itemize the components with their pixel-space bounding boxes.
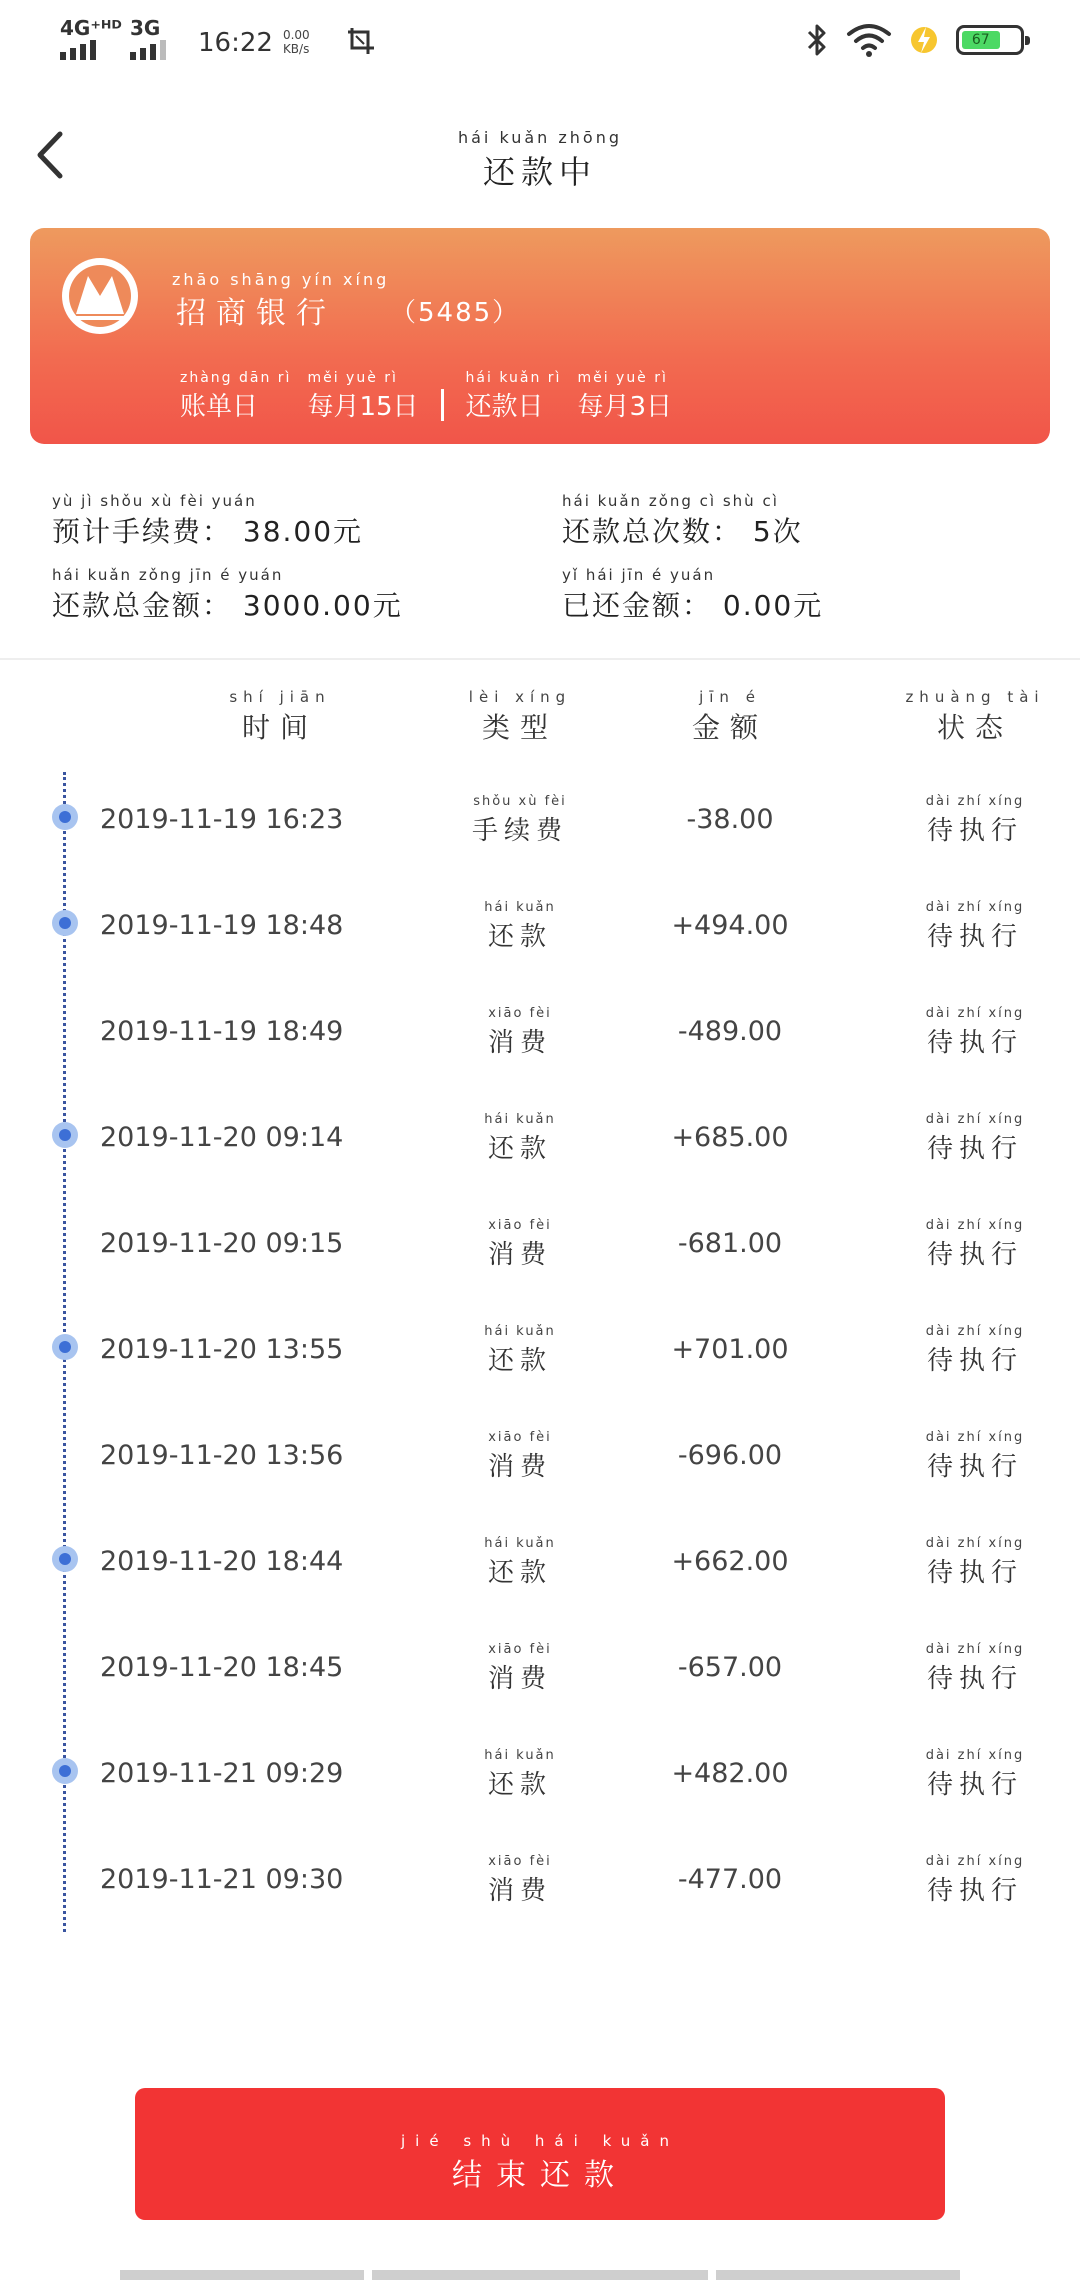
row-status	[880, 1642, 1070, 1695]
nav-bar-segment[interactable]	[716, 2270, 960, 2280]
repay-total-pinyin: hái kuǎn zǒng jīn é yuán	[52, 566, 284, 584]
row-amount: -681.00	[677, 1228, 783, 1259]
row-type-pinyin: xiāo fèi	[488, 1854, 552, 1869]
row-time: 2019-11-20 13:55	[100, 1334, 344, 1365]
row-type	[420, 1324, 620, 1377]
bluetooth-icon	[806, 22, 828, 58]
row-status-label: 待执行	[926, 1664, 1023, 1694]
table-row	[0, 1618, 1080, 1724]
repayment-summary	[0, 480, 1080, 630]
row-time: 2019-11-20 13:56	[100, 1440, 344, 1471]
estimated-fee-value: 预计手续费： 38.00元	[52, 515, 364, 548]
row-status-label: 待执行	[926, 1452, 1023, 1482]
row-status	[880, 1218, 1070, 1271]
row-time: 2019-11-19 18:49	[100, 1016, 344, 1047]
row-amount: +662.00	[671, 1546, 789, 1577]
status-bar	[0, 0, 1080, 80]
row-type	[420, 900, 620, 953]
repay-total-value: 还款总金额： 3000.00元	[52, 589, 403, 622]
table-row	[0, 1512, 1080, 1618]
row-status-pinyin: dài zhí xíng	[925, 1748, 1025, 1763]
row-type-pinyin: xiāo fèi	[488, 1642, 552, 1657]
repay-count	[562, 492, 803, 550]
row-status-label: 待执行	[926, 816, 1023, 846]
row-status-pinyin: dài zhí xíng	[925, 1112, 1025, 1127]
row-amount: -38.00	[686, 804, 774, 835]
signal-4g-icon	[60, 16, 120, 60]
repay-count-pinyin: hái kuǎn zǒng cì shù cì	[562, 492, 779, 510]
timeline-dot-icon	[52, 804, 78, 830]
table-row	[0, 982, 1080, 1088]
bill-day-value-pinyin: měi yuè rì	[307, 370, 398, 386]
clock: 16:22	[198, 28, 273, 58]
row-type	[420, 1536, 620, 1589]
row-type-label: 消费	[487, 1876, 552, 1906]
wifi-icon	[846, 22, 892, 58]
timeline-dot-icon	[52, 1546, 78, 1572]
row-amount: -657.00	[677, 1652, 783, 1683]
end-repayment-button[interactable]	[135, 2088, 945, 2220]
row-type	[420, 1006, 620, 1059]
column-header-time	[180, 688, 380, 746]
repaid-amount-value: 已还金额： 0.00元	[562, 589, 824, 622]
bank-logo-icon	[62, 258, 138, 334]
row-type-label: 消费	[487, 1452, 552, 1482]
row-status	[880, 1536, 1070, 1589]
table-row	[0, 1300, 1080, 1406]
nav-bar-segment[interactable]	[372, 2270, 708, 2280]
timeline-dot-icon	[52, 1334, 78, 1360]
column-header-label: 时间	[241, 711, 318, 744]
network-type-1: 4G⁺ᴴᴰ	[60, 16, 122, 40]
page-title	[0, 128, 1080, 193]
row-type-pinyin: xiāo fèi	[488, 1006, 552, 1021]
row-time: 2019-11-19 18:48	[100, 910, 344, 941]
column-header-pinyin: shí jiān	[229, 688, 331, 706]
row-status-label: 待执行	[926, 1346, 1023, 1376]
repay-day-label-pinyin: hái kuǎn rì	[465, 370, 562, 386]
column-header-status	[880, 688, 1070, 746]
row-status-pinyin: dài zhí xíng	[925, 794, 1025, 809]
row-time: 2019-11-20 18:45	[100, 1652, 344, 1683]
row-amount: -696.00	[677, 1440, 783, 1471]
row-status-pinyin: dài zhí xíng	[925, 1006, 1025, 1021]
row-status-label: 待执行	[926, 1770, 1023, 1800]
row-type-pinyin: hái kuǎn	[484, 900, 556, 915]
repay-day-value-pinyin: měi yuè rì	[577, 370, 668, 386]
row-amount: +482.00	[671, 1758, 789, 1789]
bill-day-label-pinyin: zhàng dān rì	[180, 370, 292, 386]
row-status-pinyin: dài zhí xíng	[925, 1536, 1025, 1551]
row-type-pinyin: hái kuǎn	[484, 1748, 556, 1763]
speed-value: 0.00	[282, 28, 310, 42]
bill-day-value: 每月15日	[307, 392, 419, 422]
bill-day-value-block	[307, 370, 418, 423]
row-amount: -489.00	[677, 1016, 783, 1047]
estimated-fee	[52, 492, 363, 550]
bank-name: 招商银行	[176, 296, 336, 331]
row-status-pinyin: dài zhí xíng	[925, 1324, 1025, 1339]
row-type	[420, 1430, 620, 1483]
row-status-label: 待执行	[926, 1028, 1023, 1058]
row-time: 2019-11-21 09:29	[100, 1758, 344, 1789]
page-title-pinyin: hái kuǎn zhōng	[457, 128, 623, 147]
bank-name-pinyin: zhāo shāng yín xíng	[172, 270, 390, 289]
repaid-amount-pinyin: yǐ hái jīn é yuán	[562, 566, 716, 584]
row-status-pinyin: dài zhí xíng	[925, 900, 1025, 915]
row-type	[420, 1642, 620, 1695]
column-header-pinyin: jīn é	[699, 688, 761, 706]
repay-day-value-block	[577, 370, 672, 423]
column-header-pinyin: lèi xíng	[468, 688, 572, 706]
repay-day-value: 每月3日	[577, 392, 672, 422]
row-status-pinyin: dài zhí xíng	[925, 1218, 1025, 1233]
row-type	[420, 794, 620, 847]
row-status	[880, 1748, 1070, 1801]
row-status	[880, 1430, 1070, 1483]
row-status	[880, 1324, 1070, 1377]
row-status	[880, 900, 1070, 953]
bank-card[interactable]	[30, 228, 1050, 444]
row-status-pinyin: dài zhí xíng	[925, 1642, 1025, 1657]
column-header-amount	[630, 688, 830, 746]
row-type-label: 消费	[487, 1664, 552, 1694]
row-status	[880, 794, 1070, 847]
plan-table-body	[0, 770, 1080, 1936]
row-type-label: 消费	[487, 1240, 552, 1270]
row-type-label: 手续费	[471, 816, 568, 846]
plan-table-header	[0, 688, 1080, 744]
column-header-type	[420, 688, 620, 746]
row-status	[880, 1112, 1070, 1165]
row-type-label: 消费	[487, 1028, 552, 1058]
row-type-pinyin: hái kuǎn	[484, 1324, 556, 1339]
column-header-pinyin: zhuàng tài	[905, 688, 1045, 706]
row-type	[420, 1854, 620, 1907]
battery-level: 67	[962, 31, 1000, 49]
row-type-label: 还款	[487, 1558, 552, 1588]
row-amount: +685.00	[671, 1122, 789, 1153]
bill-day-label-block	[180, 370, 291, 423]
row-status-label: 待执行	[926, 1558, 1023, 1588]
bill-divider	[441, 389, 444, 421]
card-tail-number: （5485）	[390, 298, 521, 328]
row-time: 2019-11-20 18:44	[100, 1546, 344, 1577]
column-header-label: 金额	[691, 711, 768, 744]
table-row	[0, 1830, 1080, 1936]
end-repayment-label: 结束还款	[452, 2158, 628, 2193]
table-row	[0, 1406, 1080, 1512]
row-time: 2019-11-20 09:15	[100, 1228, 344, 1259]
repay-count-value: 还款总次数： 5次	[562, 515, 803, 548]
row-status-pinyin: dài zhí xíng	[925, 1430, 1025, 1445]
table-row	[0, 770, 1080, 876]
row-type-pinyin: shǒu xù fèi	[473, 794, 567, 809]
network-type-2: 3G	[130, 16, 161, 40]
table-row	[0, 1724, 1080, 1830]
timeline-dot-icon	[52, 1758, 78, 1784]
section-divider	[0, 658, 1080, 660]
column-header-label: 类型	[481, 711, 558, 744]
system-nav-bar	[0, 2270, 1080, 2280]
battery-icon	[956, 25, 1024, 55]
row-type-pinyin: xiāo fèi	[488, 1430, 552, 1445]
repay-day-label: 还款日	[465, 392, 544, 422]
end-repayment-pinyin: jié shù hái kuǎn	[401, 2132, 679, 2150]
row-type-pinyin: hái kuǎn	[484, 1536, 556, 1551]
row-type-label: 还款	[487, 1134, 552, 1164]
estimated-fee-pinyin: yù jì shǒu xù fèi yuán	[52, 492, 257, 510]
row-status-label: 待执行	[926, 1240, 1023, 1270]
page-title-text: 还款中	[482, 153, 597, 191]
timeline-dot-icon	[52, 1122, 78, 1148]
row-type	[420, 1218, 620, 1271]
table-row	[0, 1194, 1080, 1300]
row-type-label: 还款	[487, 1346, 552, 1376]
row-type-label: 还款	[487, 922, 552, 952]
repay-day-label-block	[466, 370, 562, 423]
row-status	[880, 1854, 1070, 1907]
screenshot-icon	[346, 26, 376, 56]
signal-3g-icon	[130, 16, 182, 60]
row-time: 2019-11-19 16:23	[100, 804, 344, 835]
timeline-dot-icon	[52, 910, 78, 936]
row-type-label: 还款	[487, 1770, 552, 1800]
column-header-label: 状态	[936, 711, 1013, 744]
nav-bar-segment[interactable]	[120, 2270, 364, 2280]
row-status-label: 待执行	[926, 1134, 1023, 1164]
row-type-pinyin: xiāo fèi	[488, 1218, 552, 1233]
row-time: 2019-11-21 09:30	[100, 1864, 344, 1895]
charging-icon	[910, 22, 938, 58]
row-status-label: 待执行	[926, 1876, 1023, 1906]
repay-total	[52, 566, 403, 624]
row-status-pinyin: dài zhí xíng	[925, 1854, 1025, 1869]
repaid-amount	[562, 566, 823, 624]
row-type-pinyin: hái kuǎn	[484, 1112, 556, 1127]
row-status-label: 待执行	[926, 922, 1023, 952]
table-row	[0, 876, 1080, 982]
row-amount: +494.00	[671, 910, 789, 941]
bill-day-label: 账单日	[180, 392, 259, 422]
table-row	[0, 1088, 1080, 1194]
row-time: 2019-11-20 09:14	[100, 1122, 344, 1153]
row-type	[420, 1112, 620, 1165]
speed-unit: KB/s	[282, 42, 310, 56]
row-status	[880, 1006, 1070, 1059]
bill-info-row	[180, 370, 672, 423]
row-amount: -477.00	[677, 1864, 783, 1895]
network-speed	[283, 28, 310, 56]
row-amount: +701.00	[671, 1334, 789, 1365]
row-type	[420, 1748, 620, 1801]
